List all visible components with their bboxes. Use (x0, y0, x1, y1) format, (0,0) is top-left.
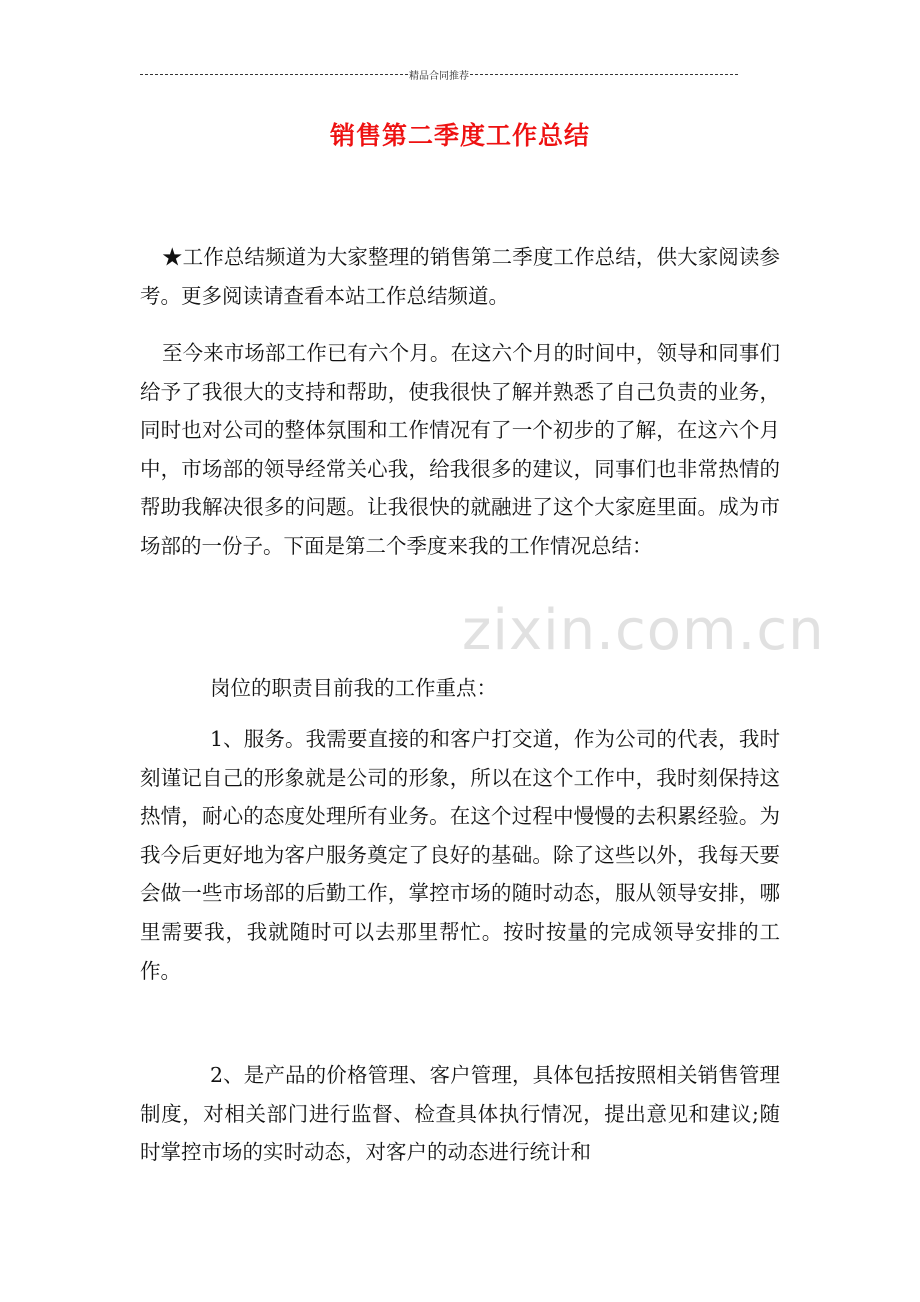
paragraph-duties-heading: 岗位的职责目前我的工作重点： (210, 676, 497, 700)
paragraph-service: 1、服务。我需要直接的和客户打交道，作为公司的代表，我时刻谨记自己的形象就是公司的形象，所以在这个工作中，我时刻保持这热情，耐心的态度处理所有业务。在这个过程中慢慢的去积累经验。为我今后更好地为客户服务奠定了良好的基础。除了这些以外，我每天要会做一些市场部的后勤工作，掌控市场的随时动态，服从领导安排，哪里需要我，我就随时可以去那里帮忙。按时按量的完成领导安排的工作。 (140, 727, 780, 983)
header-dash-left (140, 74, 408, 75)
header-divider (140, 66, 738, 82)
header-label: 精品合同推荐 (409, 70, 469, 82)
paragraph-price-management: 2、是产品的价格管理、客户管理，具体包括按照相关销售管理制度，对相关部门进行监督、检查具体执行情况，提出意见和建议;随时掌控市场的实时动态，对客户的动态进行统计和 (140, 1063, 780, 1165)
watermark: zixin.com.cn (462, 598, 825, 663)
paragraph-intro: ★工作总结频道为大家整理的销售第二季度工作总结，供大家阅读参考。更多阅读请查看本站工作总结频道。 (140, 245, 780, 308)
document-title: 销售第二季度工作总结 (329, 121, 590, 150)
paragraph-overview: 至今来市场部工作已有六个月。在这六个月的时间中，领导和同事们给予了我很大的支持和帮助，使我很快了解并熟悉了自己负责的业务，同时也对公司的整体氛围和工作情况有了一个初步的了解，在这六个月中，市场部的领导经常关心我，给我很多的建议，同事们也非常热情的帮助我解决很多的问题。让我很快的就融进了这个大家庭里面。成为市场部的一份子。下面是第二个季度来我的工作情况总结： (140, 341, 780, 558)
header-dash-right (470, 74, 738, 75)
